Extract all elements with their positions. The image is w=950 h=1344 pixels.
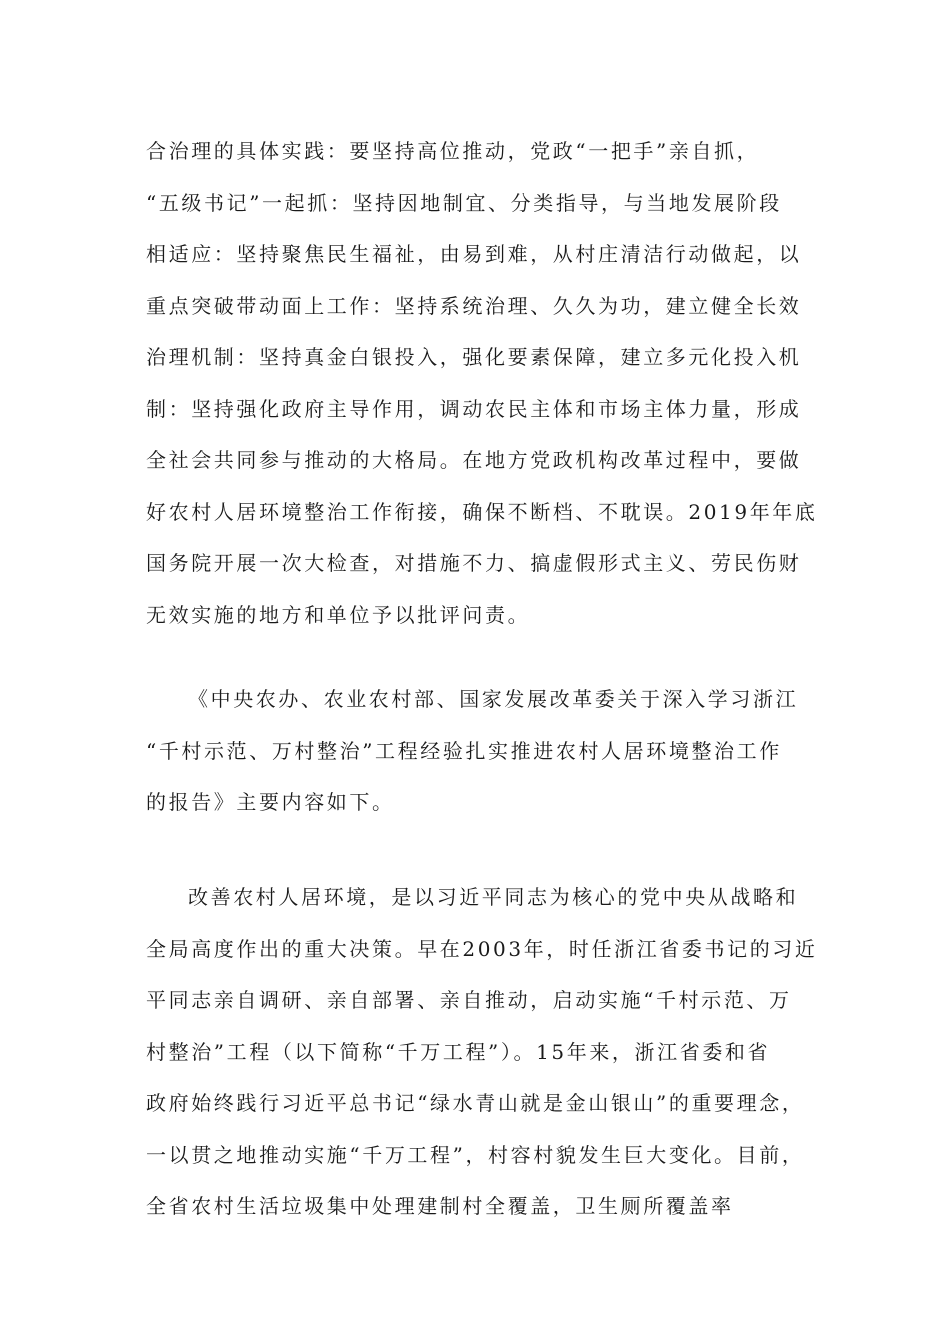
text-line: 平同志亲自调研、亲自部署、亲自推动，启动实施“千村示范、万 — [146, 988, 792, 1012]
text-line: 重点突破带动面上工作：坚持系统治理、久久为功，建立健全长效 — [146, 293, 802, 318]
text-line: 合治理的具体实践：要坚持高位推动，党政“一把手”亲自抓， — [146, 139, 760, 163]
text-line: 治理机制：坚持真金白银投入，强化要素保障，建立多元化投入机 — [146, 345, 802, 369]
text-line: 的报告》主要内容如下。 — [146, 790, 395, 814]
text-line: 无效实施的地方和单位予以批评问责。 — [146, 602, 531, 627]
text-line: 一以贯之地推动实施“千万工程”，村容村貌发生巨大变化。目前， — [146, 1142, 805, 1167]
text-line: 好农村人居环境整治工作衔接，确保不断档、不耽误。2019年年底 — [146, 499, 818, 524]
text-line: 全局高度作出的重大决策。早在2003年，时任浙江省委书记的习近 — [146, 936, 818, 961]
text-line: 全社会共同参与推动的大格局。在地方党政机构改革过程中，要做 — [146, 448, 802, 472]
text-line: 制：坚持强化政府主导作用，调动农民主体和市场主体力量，形成 — [146, 396, 802, 421]
text-line: 全省农村生活垃圾集中处理建制村全覆盖，卫生厕所覆盖率 — [146, 1194, 734, 1218]
text-line: 国务院开展一次大检查，对措施不力、搞虚假形式主义、劳民伤财 — [146, 551, 802, 575]
text-line: 改善农村人居环境，是以习近平同志为核心的党中央从战略和 — [188, 885, 799, 909]
text-line: “五级书记”一起抓：坚持因地制宜、分类指导，与当地发展阶段 — [146, 190, 782, 215]
paragraph-1 — [146, 126, 826, 641]
text-line: “千村示范、万村整治”工程经验扎实推进农村人居环境整治工作 — [146, 738, 782, 763]
text-line: 村整治”工程（以下简称“千万工程”）。15年来，浙江省委和省 — [146, 1039, 771, 1064]
paragraph-2 — [146, 674, 826, 829]
text-line: 相适应：坚持聚焦民生福祉，由易到难，从村庄清洁行动做起，以 — [146, 242, 802, 266]
text-line: 《中央农办、农业农村部、国家发展改革委关于深入学习浙江 — [188, 687, 799, 711]
text-line: 政府始终践行习近平总书记“绿水青山就是金山银山”的重要理念， — [146, 1091, 805, 1115]
paragraph-3 — [146, 872, 826, 1233]
